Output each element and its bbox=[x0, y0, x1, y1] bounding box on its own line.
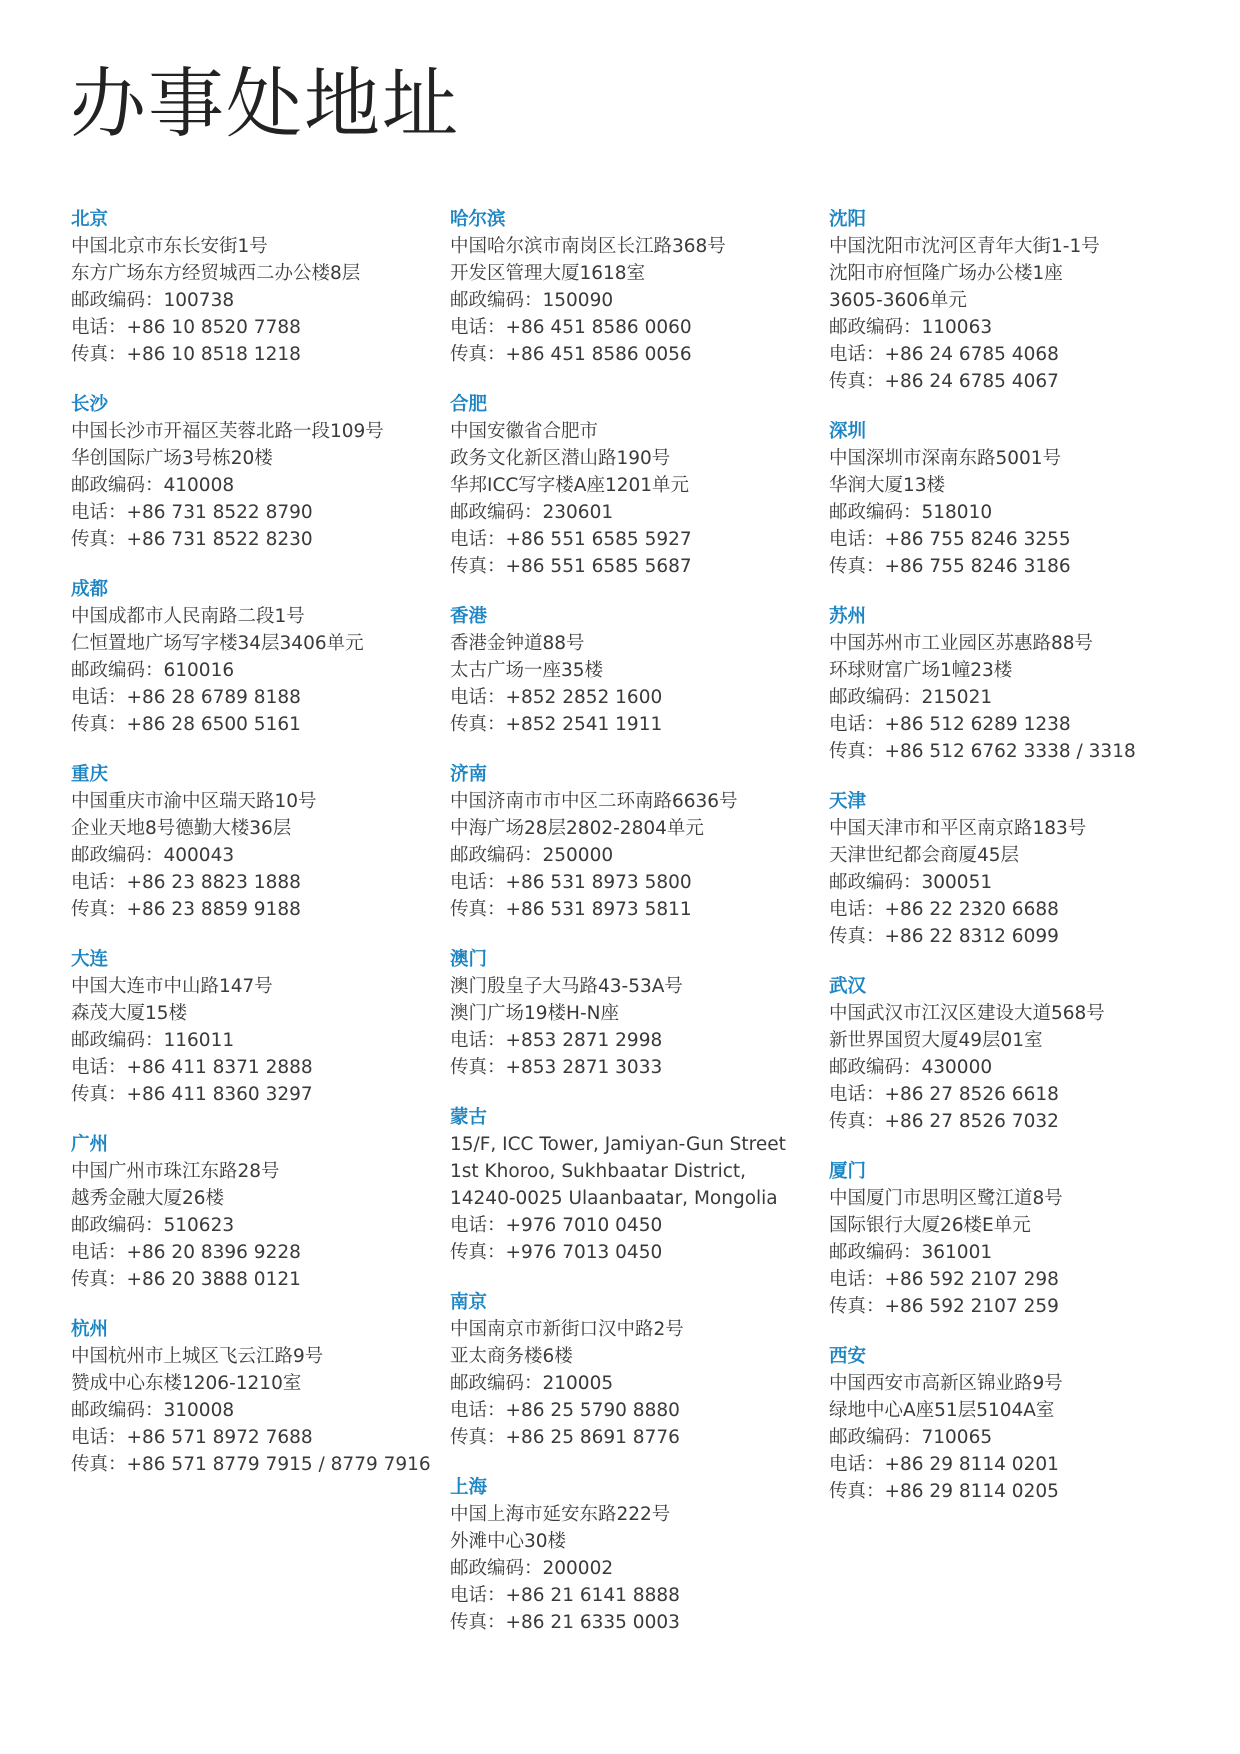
office-address-line: 香港金钟道88号 bbox=[450, 633, 585, 654]
office-city: 澳门 bbox=[450, 949, 488, 970]
office-address-line: 传真：+86 451 8586 0056 bbox=[450, 344, 692, 365]
office-address-line: 中国重庆市渝中区瑞天路10号 bbox=[71, 791, 317, 812]
office-address-line: 1st Khoroo, Sukhbaatar District, bbox=[450, 1161, 747, 1182]
office-address-line: 传真：+86 22 8312 6099 bbox=[829, 926, 1059, 947]
office-address-line: 森茂大厦15楼 bbox=[71, 1003, 188, 1024]
office-address-line: 中国大连市中山路147号 bbox=[71, 976, 273, 997]
office-address-line: 邮政编码：210005 bbox=[450, 1373, 614, 1394]
page-title: 办事处地址 bbox=[70, 59, 460, 148]
office-address-line: 沈阳市府恒隆广场办公楼1座 bbox=[829, 263, 1063, 284]
office-city: 西安 bbox=[829, 1346, 867, 1367]
office-block bbox=[71, 391, 431, 553]
office-city: 广州 bbox=[71, 1134, 109, 1155]
office-city: 厦门 bbox=[829, 1161, 867, 1182]
office-city: 蒙古 bbox=[450, 1107, 488, 1128]
office-address-line: 3605-3606单元 bbox=[829, 290, 967, 311]
office-block bbox=[450, 761, 810, 923]
office-city: 杭州 bbox=[71, 1319, 109, 1340]
office-address-line: 绿地中心A座51层5104A室 bbox=[829, 1400, 1055, 1421]
office-address-line: 新世界国贸大厦49层01室 bbox=[829, 1030, 1043, 1051]
office-address-line: 15/F, ICC Tower, Jamiyan-Gun Street bbox=[450, 1134, 786, 1155]
office-address-line: 中国安徽省合肥市 bbox=[450, 421, 599, 442]
office-address-line: 电话：+86 10 8520 7788 bbox=[71, 317, 301, 338]
office-block bbox=[829, 1158, 1189, 1320]
office-address-line: 电话：+86 23 8823 1888 bbox=[71, 872, 301, 893]
office-address-line: 电话：+86 27 8526 6618 bbox=[829, 1084, 1059, 1105]
office-address-line: 传真：+86 27 8526 7032 bbox=[829, 1111, 1059, 1132]
office-address-line: 传真：+86 731 8522 8230 bbox=[71, 529, 313, 550]
office-address-line: 电话：+852 2852 1600 bbox=[450, 687, 663, 708]
office-address-line: 邮政编码：200002 bbox=[450, 1558, 614, 1579]
office-address-line: 传真：+86 512 6762 3338 / 3318 bbox=[829, 741, 1136, 762]
office-address-line: 天津世纪都会商厦45层 bbox=[829, 845, 1020, 866]
office-address-line: 华创国际广场3号栋20楼 bbox=[71, 448, 273, 469]
office-block bbox=[829, 788, 1189, 950]
office-address-line: 传真：+852 2541 1911 bbox=[450, 714, 663, 735]
office-address-line: 太古广场一座35楼 bbox=[450, 660, 604, 681]
office-address-line: 中国南京市新街口汉中路2号 bbox=[450, 1319, 684, 1340]
office-address-line: 邮政编码：116011 bbox=[71, 1030, 235, 1051]
office-block bbox=[450, 391, 810, 580]
office-address-line: 赞成中心东楼1206-1210室 bbox=[71, 1373, 302, 1394]
office-column-3 bbox=[829, 206, 1189, 1528]
office-address-line: 邮政编码：230601 bbox=[450, 502, 614, 523]
office-address-line: 中海广场28层2802-2804单元 bbox=[450, 818, 704, 839]
office-address-line: 电话：+86 592 2107 298 bbox=[829, 1269, 1059, 1290]
office-address-line: 华润大厦13楼 bbox=[829, 475, 946, 496]
office-address-line: 电话：+86 571 8972 7688 bbox=[71, 1427, 313, 1448]
office-address-line: 东方广场东方经贸城西二办公楼8层 bbox=[71, 263, 361, 284]
office-address-line: 邮政编码：400043 bbox=[71, 845, 235, 866]
office-city: 北京 bbox=[71, 209, 109, 230]
office-address-line: 电话：+86 531 8973 5800 bbox=[450, 872, 692, 893]
office-block bbox=[71, 946, 431, 1108]
office-city: 天津 bbox=[829, 791, 867, 812]
office-address-line: 电话：+86 512 6289 1238 bbox=[829, 714, 1071, 735]
office-address-line: 邮政编码：510623 bbox=[71, 1215, 235, 1236]
office-address-line: 中国北京市东长安街1号 bbox=[71, 236, 268, 257]
office-address-line: 澳门殷皇子大马路43-53A号 bbox=[450, 976, 683, 997]
office-address-line: 企业天地8号德勤大楼36层 bbox=[71, 818, 292, 839]
office-address-line: 电话：+976 7010 0450 bbox=[450, 1215, 663, 1236]
office-address-line: 邮政编码：610016 bbox=[71, 660, 235, 681]
office-address-line: 中国上海市延安东路222号 bbox=[450, 1504, 671, 1525]
office-column-1 bbox=[71, 206, 431, 1501]
office-address-line: 中国成都市人民南路二段1号 bbox=[71, 606, 305, 627]
office-address-line: 14240-0025 Ulaanbaatar, Mongolia bbox=[450, 1188, 778, 1209]
office-block bbox=[71, 761, 431, 923]
office-address-line: 传真：+86 21 6335 0003 bbox=[450, 1612, 680, 1633]
office-address-line: 中国深圳市深南东路5001号 bbox=[829, 448, 1062, 469]
office-block bbox=[71, 576, 431, 738]
office-address-line: 外滩中心30楼 bbox=[450, 1531, 567, 1552]
office-address-line: 中国广州市珠江东路28号 bbox=[71, 1161, 280, 1182]
office-address-line: 电话：+86 451 8586 0060 bbox=[450, 317, 692, 338]
office-address-line: 传真：+86 411 8360 3297 bbox=[71, 1084, 313, 1105]
office-block bbox=[829, 973, 1189, 1135]
office-address-line: 中国长沙市开福区芙蓉北路一段109号 bbox=[71, 421, 384, 442]
office-address-line: 政务文化新区潜山路190号 bbox=[450, 448, 671, 469]
office-address-line: 传真：+86 28 6500 5161 bbox=[71, 714, 301, 735]
office-address-line: 邮政编码：100738 bbox=[71, 290, 235, 311]
office-address-line: 传真：+86 23 8859 9188 bbox=[71, 899, 301, 920]
office-address-line: 传真：+976 7013 0450 bbox=[450, 1242, 663, 1263]
office-address-line: 电话：+86 21 6141 8888 bbox=[450, 1585, 680, 1606]
office-address-line: 传真：+853 2871 3033 bbox=[450, 1057, 663, 1078]
office-city: 南京 bbox=[450, 1292, 488, 1313]
office-address-line: 电话：+86 411 8371 2888 bbox=[71, 1057, 313, 1078]
office-address-line: 邮政编码：430000 bbox=[829, 1057, 993, 1078]
office-address-line: 越秀金融大厦26楼 bbox=[71, 1188, 225, 1209]
office-address-line: 亚太商务楼6楼 bbox=[450, 1346, 573, 1367]
office-address-line: 传真：+86 755 8246 3186 bbox=[829, 556, 1071, 577]
office-block bbox=[829, 418, 1189, 580]
office-address-line: 电话：+853 2871 2998 bbox=[450, 1030, 663, 1051]
office-city: 上海 bbox=[450, 1477, 488, 1498]
office-block bbox=[829, 603, 1189, 765]
office-address-line: 澳门广场19楼H-N座 bbox=[450, 1003, 619, 1024]
office-city: 成都 bbox=[71, 579, 109, 600]
office-address-line: 邮政编码：215021 bbox=[829, 687, 993, 708]
office-address-line: 电话：+86 20 8396 9228 bbox=[71, 1242, 301, 1263]
office-block bbox=[450, 1474, 810, 1636]
office-address-line: 中国武汉市江汉区建设大道568号 bbox=[829, 1003, 1105, 1024]
office-address-line: 传真：+86 10 8518 1218 bbox=[71, 344, 301, 365]
office-address-line: 中国杭州市上城区飞云江路9号 bbox=[71, 1346, 324, 1367]
office-address-line: 传真：+86 25 8691 8776 bbox=[450, 1427, 680, 1448]
office-address-line: 中国西安市高新区锦业路9号 bbox=[829, 1373, 1063, 1394]
office-address-line: 中国天津市和平区南京路183号 bbox=[829, 818, 1087, 839]
office-address-line: 中国哈尔滨市南岗区长江路368号 bbox=[450, 236, 726, 257]
office-address-line: 传真：+86 531 8973 5811 bbox=[450, 899, 692, 920]
office-address-line: 电话：+86 551 6585 5927 bbox=[450, 529, 692, 550]
office-address-line: 电话：+86 25 5790 8880 bbox=[450, 1400, 680, 1421]
office-address-line: 电话：+86 755 8246 3255 bbox=[829, 529, 1071, 550]
office-address-line: 开发区管理大厦1618室 bbox=[450, 263, 646, 284]
office-block bbox=[829, 1343, 1189, 1505]
office-address-line: 邮政编码：410008 bbox=[71, 475, 235, 496]
office-column-2 bbox=[450, 206, 810, 1659]
office-address-line: 邮政编码：110063 bbox=[829, 317, 993, 338]
office-address-line: 环球财富广场1幢23楼 bbox=[829, 660, 1013, 681]
office-address-line: 中国沈阳市沈河区青年大街1-1号 bbox=[829, 236, 1100, 257]
office-address-line: 中国济南市市中区二环南路6636号 bbox=[450, 791, 738, 812]
office-address-line: 国际银行大厦26楼E单元 bbox=[829, 1215, 1031, 1236]
office-block bbox=[450, 206, 810, 368]
office-address-line: 传真：+86 551 6585 5687 bbox=[450, 556, 692, 577]
office-address-line: 传真：+86 571 8779 7915 / 8779 7916 bbox=[71, 1454, 431, 1475]
office-block bbox=[450, 946, 810, 1081]
office-city: 沈阳 bbox=[829, 209, 867, 230]
office-city: 合肥 bbox=[450, 394, 488, 415]
office-block bbox=[71, 1131, 431, 1293]
office-address-line: 邮政编码：710065 bbox=[829, 1427, 993, 1448]
office-address-line: 电话：+86 24 6785 4068 bbox=[829, 344, 1059, 365]
office-city: 香港 bbox=[450, 606, 488, 627]
office-address-line: 电话：+86 28 6789 8188 bbox=[71, 687, 301, 708]
office-address-line: 电话：+86 731 8522 8790 bbox=[71, 502, 313, 523]
office-city: 深圳 bbox=[829, 421, 867, 442]
office-address-line: 华邦ICC写字楼A座1201单元 bbox=[450, 475, 690, 496]
office-address-line: 邮政编码：518010 bbox=[829, 502, 993, 523]
office-block bbox=[450, 603, 810, 738]
office-block bbox=[450, 1289, 810, 1451]
office-city: 济南 bbox=[450, 764, 488, 785]
office-address-line: 邮政编码：150090 bbox=[450, 290, 614, 311]
office-address-line: 中国苏州市工业园区苏惠路88号 bbox=[829, 633, 1094, 654]
office-address-line: 传真：+86 24 6785 4067 bbox=[829, 371, 1059, 392]
office-address-line: 传真：+86 29 8114 0205 bbox=[829, 1481, 1059, 1502]
office-city: 苏州 bbox=[829, 606, 867, 627]
office-address-line: 中国厦门市思明区鹭江道8号 bbox=[829, 1188, 1063, 1209]
office-address-line: 邮政编码：361001 bbox=[829, 1242, 993, 1263]
office-address-line: 邮政编码：300051 bbox=[829, 872, 993, 893]
office-address-line: 电话：+86 29 8114 0201 bbox=[829, 1454, 1059, 1475]
office-address-line: 仁恒置地广场写字楼34层3406单元 bbox=[71, 633, 364, 654]
office-city: 重庆 bbox=[71, 764, 109, 785]
office-address-line: 电话：+86 22 2320 6688 bbox=[829, 899, 1059, 920]
office-block bbox=[71, 206, 431, 368]
office-address-line: 传真：+86 20 3888 0121 bbox=[71, 1269, 301, 1290]
office-city: 大连 bbox=[71, 949, 109, 970]
office-block bbox=[829, 206, 1189, 395]
office-address-line: 邮政编码：310008 bbox=[71, 1400, 235, 1421]
office-address-line: 传真：+86 592 2107 259 bbox=[829, 1296, 1059, 1317]
office-block bbox=[71, 1316, 431, 1478]
office-address-line: 邮政编码：250000 bbox=[450, 845, 614, 866]
office-city: 长沙 bbox=[71, 394, 109, 415]
office-city: 哈尔滨 bbox=[450, 209, 506, 230]
office-block bbox=[450, 1104, 810, 1266]
office-city: 武汉 bbox=[829, 976, 867, 997]
